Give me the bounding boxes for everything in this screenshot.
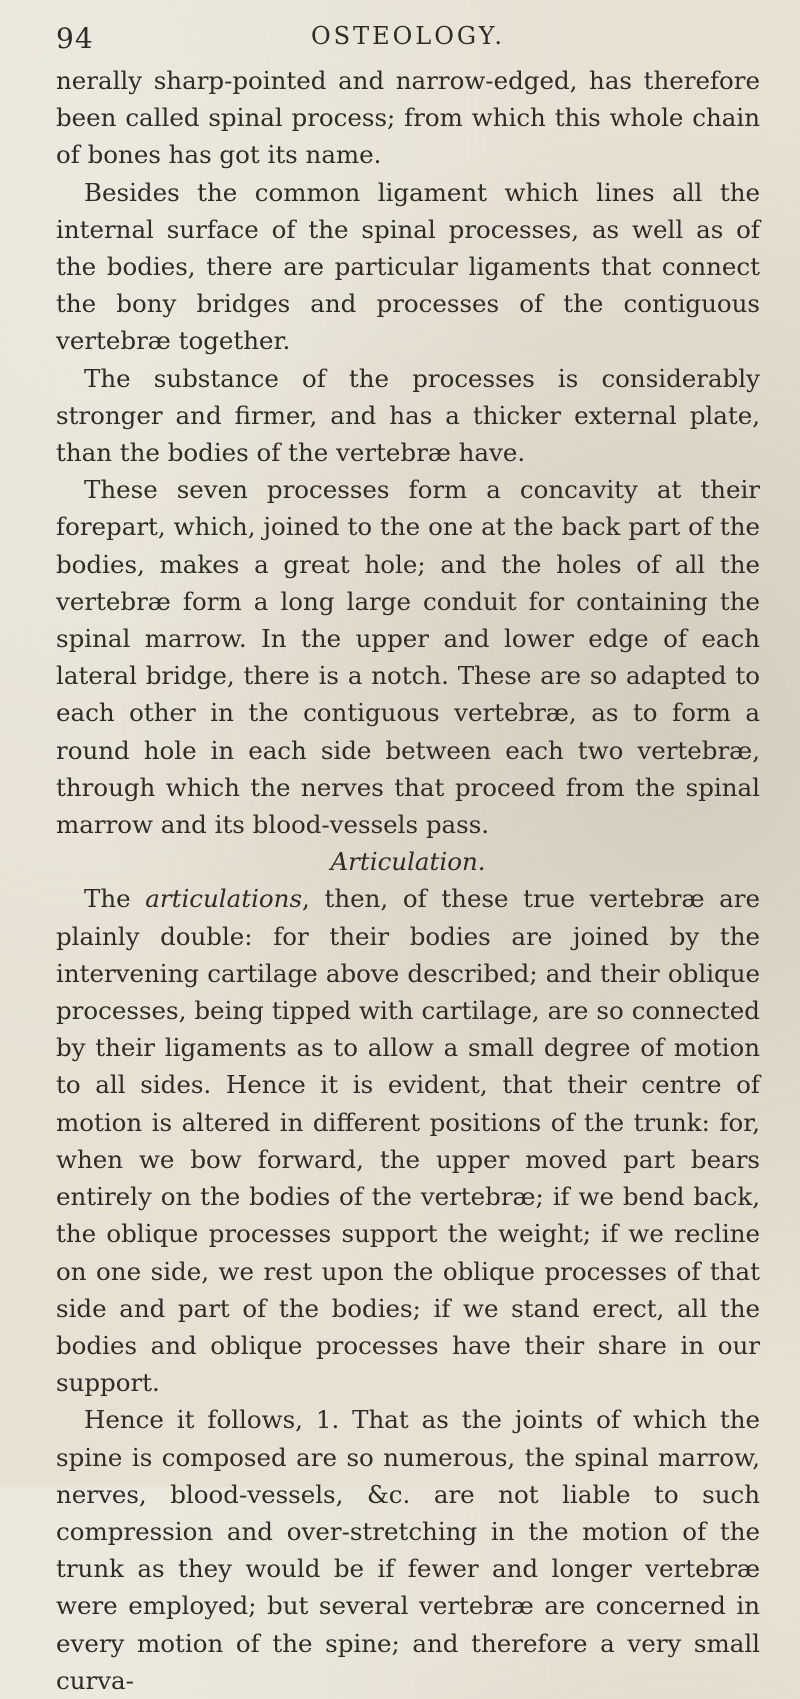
paragraph-processes: These seven processes form a concavity at their forepart, which, joined to the one at the back part of the bodies, makes a great hole; and the holes of all the vertebræ form a long large conduit for containing the spinal marrow. In the upper and lower edge of each lateral bridge, there is a notch. These are so adapted to each other in the contiguous vertebræ, as to form a round hole in each side between each two vertebræ, through which the nerves that proceed from the spinal marrow and its blood-vessels pass. — [56, 475, 760, 840]
paragraph-continuation: nerally sharp-pointed and narrow-edged, has therefore been called spinal process; from which this whole chain of bones has got its name. — [56, 66, 760, 170]
paragraph-consequences: Hence it follows, 1. That as the joints of which the spine is composed are so numerous, the spinal marrow, nerves, blood-vessels, &c. are not liable to such compression and over-stretching in the motion of the trunk as they would be if fewer and longer vertebræ were employed; but several vertebræ are concerned in every motion of the spine; and therefore a very small curva- — [56, 1405, 760, 1695]
paragraph-articulations-term: articulations — [145, 884, 303, 914]
paragraph-articulations-rest: , then, of these true vertebræ are plainly double: for their bodies are joined by the intervening cartilage above described; and their oblique processes, being tipped with cartilage, are so connected by their ligaments as to allow a small degree of motion to all sides. Hence it is evident, that their centre of motion is altered in different positions of the trunk: for, when we bow forward, the upper moved part bears entirely on the bodies of the vertebræ; if we bend back, the oblique processes support the weight; if we recline on one side, we rest upon the oblique processes of that side and part of the bodies; if we stand erect, all the bodies and oblique processes have their share in our support. — [56, 884, 760, 1398]
running-title: OSTEOLOGY. — [310, 22, 506, 50]
running-head — [56, 18, 760, 62]
paragraph-substance: The substance of the processes is considerably stronger and firmer, and has a thicker external plate, than the bodies of the vertebræ have. — [56, 363, 760, 468]
body-text — [56, 62, 760, 1699]
paragraph-articulations — [56, 880, 760, 1401]
section-heading-articulation: Articulation. — [330, 847, 486, 877]
page-number: 94 — [56, 22, 94, 55]
paragraph-articulations-lead: The — [84, 884, 146, 914]
paragraph-ligaments: Besides the common ligament which lines all the internal surface of the spinal processes, as well as of the bodies, there are particular ligaments that connect the bony bridges and processes of the contiguous vertebræ together. — [56, 177, 760, 356]
